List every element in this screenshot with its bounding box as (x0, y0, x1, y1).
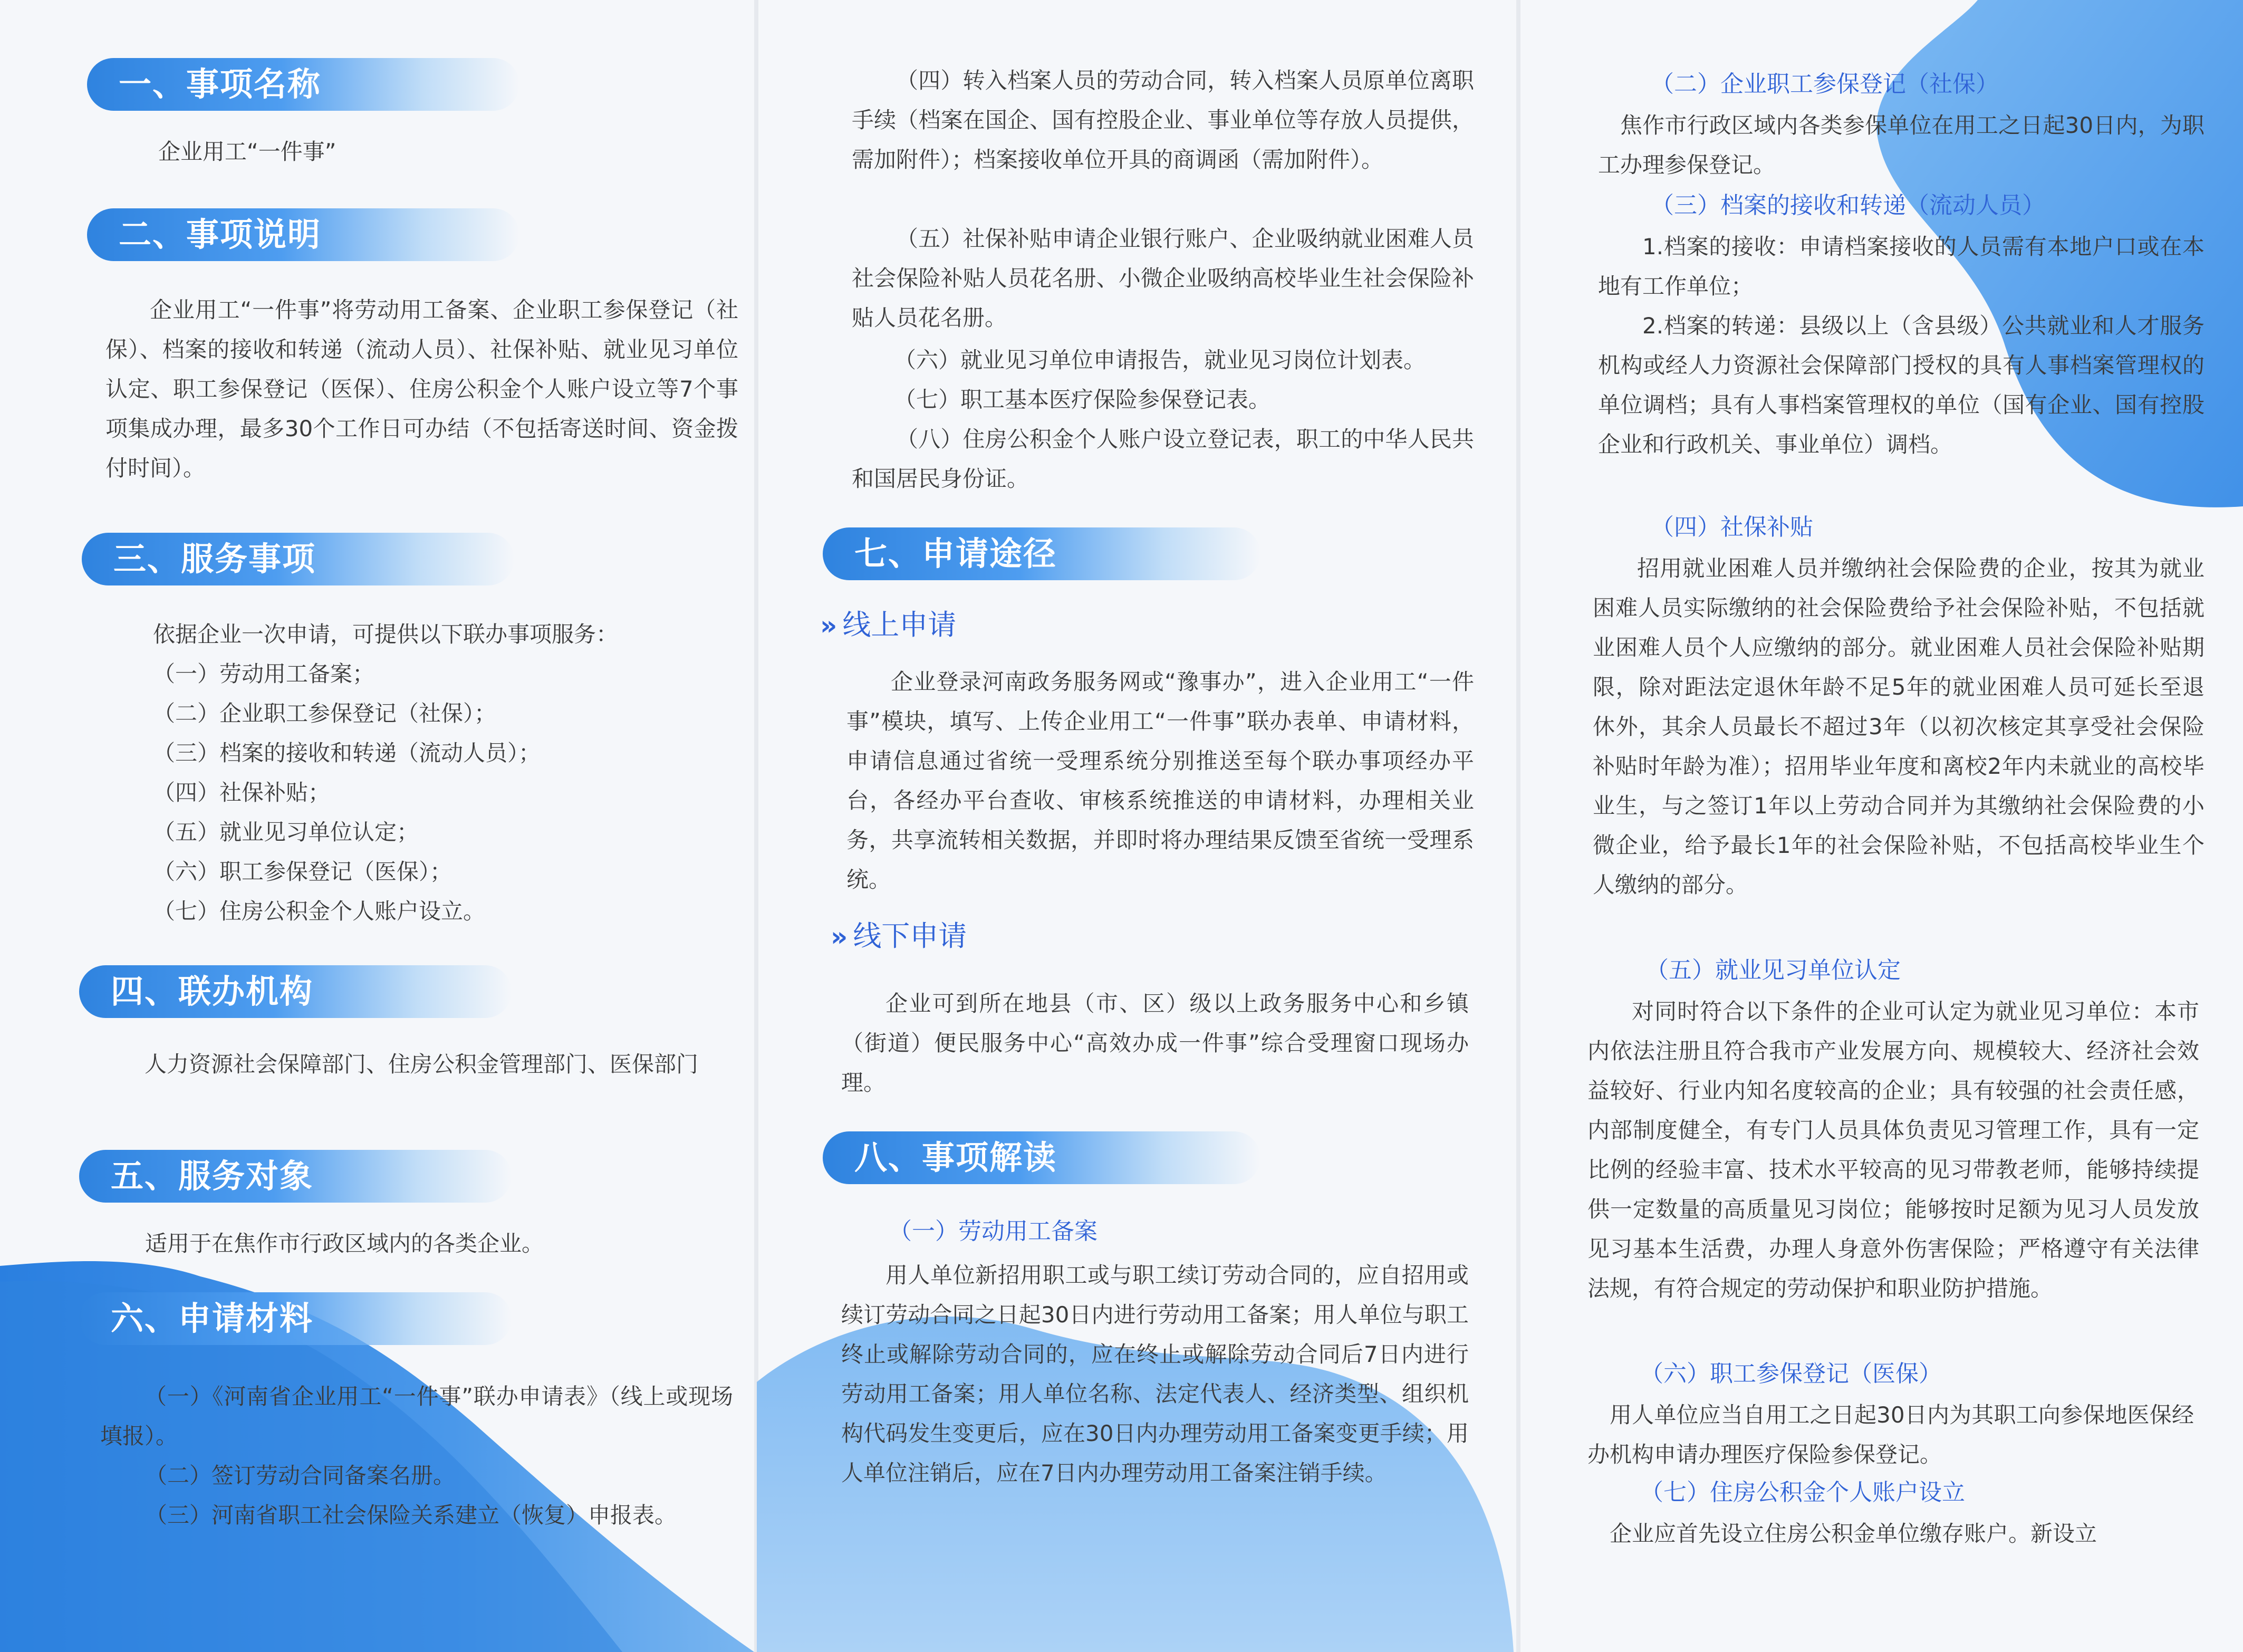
subsection-title: （一）劳动用工备案 (889, 1218, 1098, 1245)
list-item: （三）档案的接收和转递（流动人员）； (153, 740, 541, 766)
list-item: （二）签订劳动合同备案名册。 (145, 1463, 456, 1488)
section-title: 七、申请途径 (854, 534, 1057, 573)
section-text: 企业可到所在地县（市、区）级以上政务服务中心和乡镇（街道）便民服务中心“高效办成一件事”综合受理窗口现场办理。 (841, 991, 1469, 1096)
section-intro: 依据企业一次申请，可提供以下联办事项服务： (153, 621, 619, 647)
section-text: 2.档案的转递：县级以上（含县级）公共就业和人才服务机构或经人力资源社会保障部门授权的具有人事档案管理权的单位调档；具有人事档案管理权的单位（国有企业、国有控股企业和行政机关、事业单位）调档。 (1598, 313, 2205, 457)
double-chevron-icon: » (820, 610, 837, 641)
panel-right (1587, 0, 2205, 1652)
list-item: （七）职工基本医疗保险参保登记表。 (894, 387, 1271, 412)
section-header-7 (823, 527, 1260, 580)
section-title: 三、服务事项 (113, 540, 316, 578)
section-header-1 (87, 58, 519, 111)
list-item: （三）河南省职工社会保险关系建立（恢复）申报表。 (145, 1502, 677, 1528)
list-item: （六）职工参保登记（医保）； (153, 859, 453, 885)
section-text: 招用就业困难人员并缴纳社会保险费的企业，按其为就业困难人员实际缴纳的社会保险费给予社会保险补贴，不包括就业困难人员个人应缴纳的部分。就业困难人员社会保险补贴期限，除对距法定退休年龄不足5年的就业困难人员可延长至退休外，其余人员最长不超过3年（以初次核定其享受社会保险补贴时年龄为准）；招用毕业年度和离校2年内未就业的高校毕业生，与之签订1年以上劳动合同并为其缴纳社会保险费的小微企业，给予最长1年的社会保险补贴，不包括高校毕业生个人缴纳的部分。 (1593, 555, 2205, 898)
section-title: 六、申请材料 (111, 1299, 314, 1338)
list-item: （五）社保补贴申请企业银行账户、企业吸纳就业困难人员社会保险补贴人员花名册、小微企业吸纳高校毕业生社会保险补贴人员花名册。 (852, 226, 1474, 331)
list-item: （四）转入档案人员的劳动合同，转入档案人员原单位离职手续（档案在国企、国有控股企业、事业单位等存放人员提供，需加附件）；档案接收单位开具的商调函（需加附件）。 (852, 68, 1474, 172)
subsection-title: （五）就业见习单位认定 (1645, 957, 1901, 984)
section-header-6 (79, 1292, 512, 1345)
section-text: 用人单位应当自用工之日起30日内为其职工向参保地医保经办机构申请办理医疗保险参保登记。 (1587, 1402, 2194, 1467)
subsection-title: （三）档案的接收和转递（流动人员） (1651, 192, 2045, 219)
subsection-title: （七）住房公积金个人账户设立 (1640, 1479, 1965, 1506)
section-header-8 (823, 1131, 1260, 1184)
panel-left (79, 0, 738, 1652)
section-title: 四、联办机构 (111, 972, 314, 1011)
list-item: （四）社保补贴； (153, 780, 331, 805)
section-text: 人力资源社会保障部门、住房公积金管理部门、医保部门 (145, 1051, 699, 1077)
list-item: （一）劳动用工备案； (153, 661, 375, 687)
online-apply-label: 线上申请 (842, 608, 957, 641)
section-text: 用人单位新招用职工或与职工续订劳动合同的，应自招用或续订劳动合同之日起30日内进行劳动用工备案；用人单位与职工终止或解除劳动合同的，应在终止或解除劳动合同后7日内进行劳动用工备案；用人单位名称、法定代表人、经济类型、组织机构代码发生变更后，应在30日内办理劳动用工备案变更手续；用人单位注销后，应在7日内办理劳动用工备案注销手续。 (841, 1262, 1469, 1486)
list-item: （二）企业职工参保登记（社保）； (153, 700, 497, 726)
section-text: 适用于在焦作市行政区域内的各类企业。 (145, 1231, 544, 1256)
section-text: 焦作市行政区域内各类参保单位在用工之日起30日内，为职工办理参保登记。 (1598, 112, 2205, 178)
section-title: 八、事项解读 (854, 1138, 1057, 1177)
double-chevron-icon: » (831, 921, 848, 952)
section-text: 企业应首先设立住房公积金单位缴存账户。新设立 (1610, 1521, 2097, 1547)
section-title: 二、事项说明 (119, 215, 322, 254)
panel-middle (820, 0, 1474, 1652)
subsection-title: （二）企业职工参保登记（社保） (1651, 71, 1999, 98)
list-item: （八）住房公积金个人账户设立登记表，职工的中华人民共和国居民身份证。 (852, 426, 1474, 492)
list-item: （六）就业见习单位申请报告，就业见习岗位计划表。 (894, 347, 1426, 373)
subsection-title: （六）职工参保登记（医保） (1640, 1360, 1942, 1387)
offline-apply-label: 线下申请 (853, 919, 967, 953)
subsection-title: （四）社保补贴 (1651, 514, 1813, 541)
section-header-3 (82, 533, 514, 585)
section-title: 一、事项名称 (119, 65, 322, 103)
section-text: 对同时符合以下条件的企业可认定为就业见习单位：本市内依法注册且符合我市产业发展方向、规模较大、经济社会效益较好、行业内知名度较高的企业；具有较强的社会责任感，内部制度健全，有专门人员具体负责见习管理工作，具有一定比例的经验丰富、技术水平较高的见习带教老师，能够持续提供一定数量的高质量见习岗位；能够按时足额为见习人员发放见习基本生活费，办理人身意外伤害保险；严格遵守有关法律法规，有符合规定的劳动保护和职业防护措施。 (1587, 998, 2199, 1301)
online-apply-heading (820, 604, 956, 647)
section-text: 企业用工“一件事”将劳动用工备案、企业职工参保登记（社保）、档案的接收和转递（流动人员）、社保补贴、就业见习单位认定、职工参保登记（医保）、住房公积金个人账户设立等7个事项集成办理，最多30个工作日可办结（不包括寄送时间、资金拨付时间）。 (105, 297, 738, 481)
offline-apply-heading (831, 915, 967, 958)
section-text: 企业用工“一件事” (158, 139, 336, 165)
section-text: 1.档案的接收：申请档案接收的人员需有本地户口或在本地有工作单位； (1598, 234, 2205, 299)
section-header-2 (87, 208, 519, 261)
section-header-5 (79, 1150, 512, 1203)
list-item: （一）《河南省企业用工“一件事”联办申请表》（线上或现场填报）。 (100, 1384, 733, 1449)
list-item: （五）就业见习单位认定； (153, 819, 419, 845)
list-item: （七）住房公积金个人账户设立。 (153, 898, 486, 924)
section-text: 企业登录河南政务服务网或“豫事办”，进入企业用工“一件事”模块，填写、上传企业用工“一件事”联办表单、申请材料，申请信息通过省统一受理系统分别推送至每个联办事项经办平台，各经办平台查收、审核系统推送的申请材料，办理相关业务，共享流转相关数据，并即时将办理结果反馈至省统一受理系统。 (846, 669, 1474, 892)
section-header-4 (79, 965, 512, 1018)
section-title: 五、服务对象 (111, 1157, 314, 1195)
